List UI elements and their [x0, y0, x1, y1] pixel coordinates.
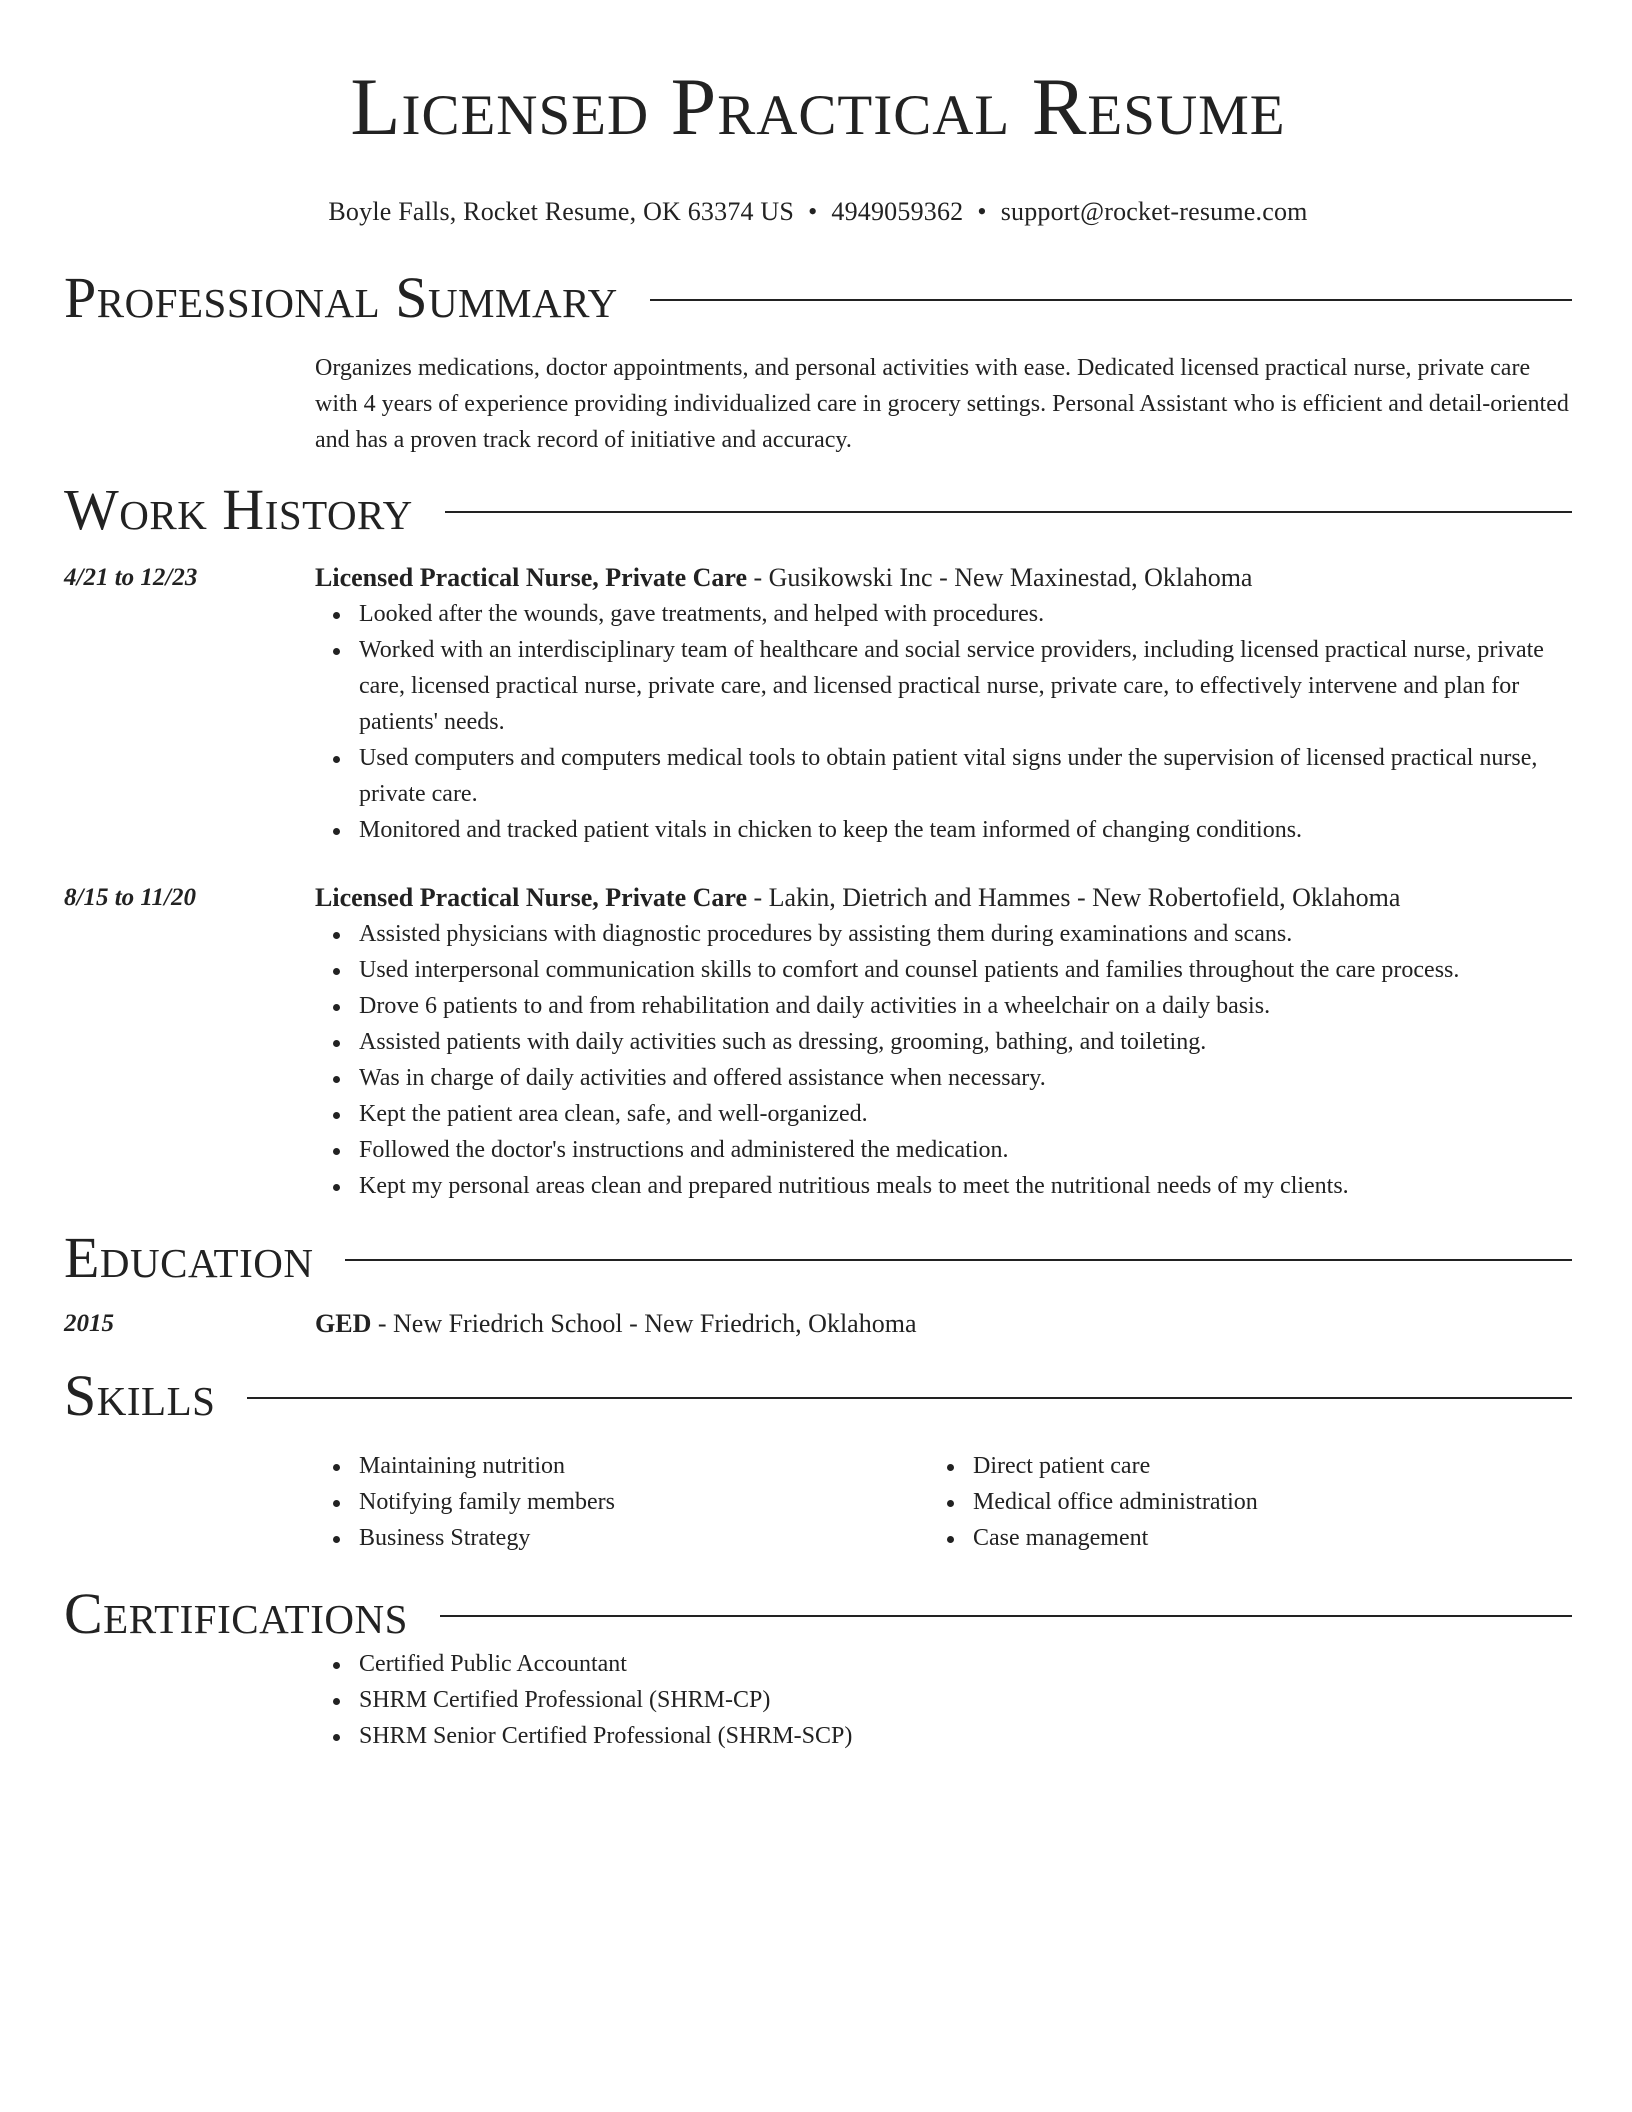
- list-item: Assisted patients with daily activities such as dressing, grooming, bathing, and toileting.: [359, 1024, 1572, 1060]
- job-entry: [64, 880, 1572, 916]
- contact-line: [64, 196, 1572, 228]
- job-details: - Lakin, Dietrich and Hammes - New Robertofield, Oklahoma: [747, 883, 1401, 912]
- list-item: Certified Public Accountant: [359, 1646, 1572, 1682]
- summary-text: Organizes medications, doctor appointments, and personal activities with ease. Dedicated licensed practical nurse, private care with 4 years of experience providing individualized care in grocery settings. Personal Assistant who is efficient and detail-oriented and has a proven track record of initiative and accuracy.: [315, 355, 1569, 453]
- job-title: Licensed Practical Nurse, Private Care: [315, 563, 747, 592]
- list-item: Direct patient care: [973, 1448, 1373, 1484]
- list-item: Notifying family members: [359, 1484, 973, 1520]
- skills-section-header: [64, 1364, 1572, 1428]
- certifications-section-header: [64, 1582, 1572, 1646]
- list-item: SHRM Certified Professional (SHRM-CP): [359, 1682, 1572, 1718]
- list-item: Business Strategy: [359, 1520, 973, 1556]
- resume-name: Licensed Practical Resume: [350, 61, 1286, 152]
- list-item: Was in charge of daily activities and offered assistance when necessary.: [359, 1060, 1572, 1096]
- contact-email: support@rocket-resume.com: [1000, 197, 1308, 226]
- education-heading: Education: [64, 1225, 314, 1290]
- education-headline: [315, 1306, 916, 1342]
- job-entry: [64, 560, 1572, 596]
- resume-page: [64, 0, 1572, 1754]
- contact-phone: 4949059362: [831, 197, 964, 226]
- list-item: Medical office administration: [973, 1484, 1373, 1520]
- section-divider: [440, 1615, 1572, 1617]
- summary-heading: Professional Summary: [64, 265, 618, 330]
- list-item: Assisted physicians with diagnostic procedures by assisting them during examinations and scans.: [359, 916, 1572, 952]
- education-year: 2015: [64, 1310, 114, 1337]
- certifications-list: [64, 1646, 1572, 1754]
- skills-list-left: [64, 1448, 973, 1556]
- list-item: Worked with an interdisciplinary team of healthcare and social service providers, including licensed practical nurse, private care, licensed practical nurse, private care, and licensed practical nurse, private care, to effectively intervene and plan for patients' needs.: [359, 632, 1572, 740]
- work-heading: Work History: [64, 477, 413, 542]
- section-divider: [345, 1259, 1572, 1261]
- job-dates: 8/15 to 11/20: [64, 884, 196, 911]
- education-degree: GED: [315, 1309, 372, 1338]
- list-item: Used interpersonal communication skills to comfort and counsel patients and families throughout the care process.: [359, 952, 1572, 988]
- summary-section-header: [64, 266, 1572, 330]
- job-bullet-list: [64, 916, 1572, 1204]
- skills-heading: Skills: [64, 1363, 216, 1428]
- list-item: Kept my personal areas clean and prepared nutritious meals to meet the nutritional needs of my clients.: [359, 1168, 1572, 1204]
- education-details: - New Friedrich School - New Friedrich, Oklahoma: [371, 1309, 917, 1338]
- education-entry: [64, 1306, 1572, 1342]
- section-divider: [247, 1397, 1572, 1399]
- list-item: Monitored and tracked patient vitals in chicken to keep the team informed of changing conditions.: [359, 812, 1572, 848]
- contact-separator: •: [977, 197, 987, 226]
- list-item: Maintaining nutrition: [359, 1448, 973, 1484]
- education-section-header: [64, 1226, 1572, 1290]
- list-item: Looked after the wounds, gave treatments, and helped with procedures.: [359, 596, 1572, 632]
- skills-list-right: [973, 1448, 1373, 1556]
- contact-address: Boyle Falls, Rocket Resume, OK 63374 US: [328, 197, 795, 226]
- job-bullet-list: [64, 596, 1572, 848]
- skills-columns: [64, 1448, 1572, 1556]
- certifications-heading: Certifications: [64, 1581, 408, 1646]
- list-item: SHRM Senior Certified Professional (SHRM-SCP): [359, 1718, 1572, 1754]
- section-divider: [445, 511, 1572, 513]
- list-item: Kept the patient area clean, safe, and well-organized.: [359, 1096, 1572, 1132]
- job-headline: [315, 560, 1252, 596]
- list-item: Followed the doctor's instructions and administered the medication.: [359, 1132, 1572, 1168]
- job-details: - Gusikowski Inc - New Maxinestad, Oklahoma: [747, 563, 1253, 592]
- list-item: Used computers and computers medical tools to obtain patient vital signs under the supervision of licensed practical nurse, private care.: [359, 740, 1572, 812]
- section-divider: [650, 299, 1572, 301]
- job-dates: 4/21 to 12/23: [64, 564, 198, 591]
- job-headline: [315, 880, 1400, 916]
- list-item: Drove 6 patients to and from rehabilitation and daily activities in a wheelchair on a daily basis.: [359, 988, 1572, 1024]
- job-title: Licensed Practical Nurse, Private Care: [315, 883, 747, 912]
- contact-separator: •: [808, 197, 818, 226]
- work-section-header: [64, 478, 1572, 542]
- list-item: Case management: [973, 1520, 1373, 1556]
